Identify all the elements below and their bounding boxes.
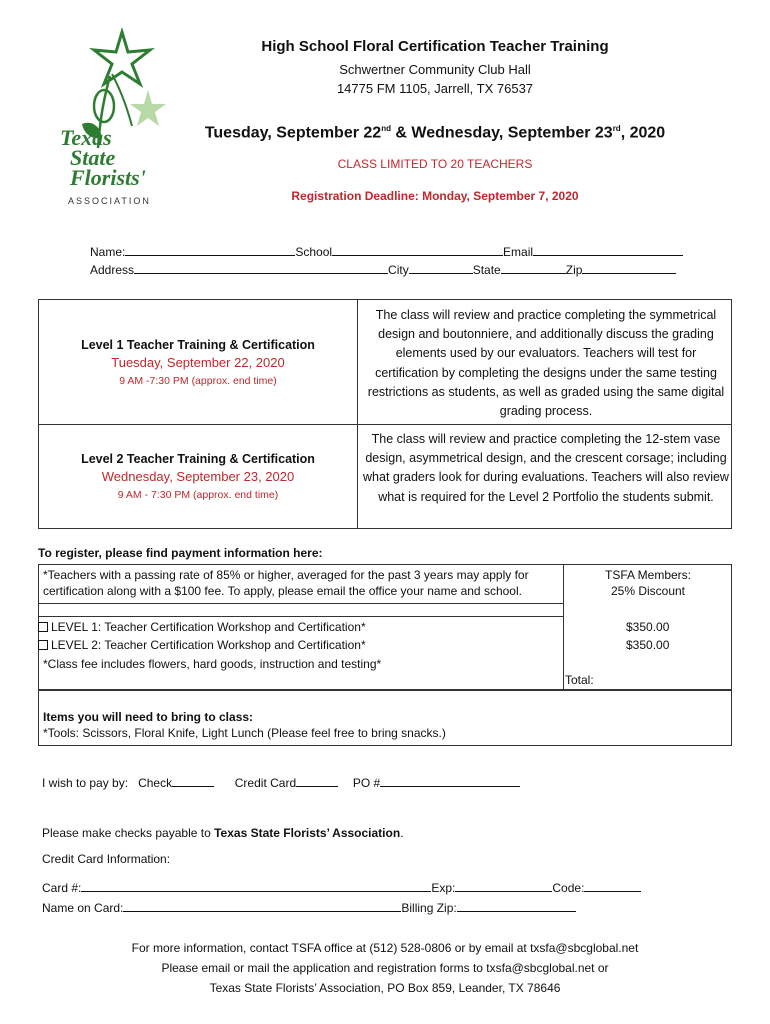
event-dates: Tuesday, September 22nd & Wednesday, September 23rd, 2020 <box>204 124 666 142</box>
credit-card-field[interactable] <box>296 775 338 787</box>
name-on-card-field[interactable] <box>123 900 401 912</box>
address-field[interactable] <box>134 262 388 274</box>
level-2-title: Level 2 Teacher Training & Certification <box>81 452 315 466</box>
members-discount: TSFA Members: 25% Discount <box>604 568 692 598</box>
registration-deadline: Registration Deadline: Monday, September 7, 2020 <box>291 189 579 203</box>
level-1-price: $350.00 <box>626 620 670 634</box>
level-2-date: Wednesday, September 23, 2020 <box>101 469 295 484</box>
level-1-description: The class will review and practice completing the symmetrical design and boutonniere, and additionally discuss the grading elements used by our evaluators. Teachers will test for certification by completing the designs under the same testing restrictions as students, as well as graded using the same digital grading process. <box>367 308 725 419</box>
logo-text-florists: Florists' <box>70 165 146 190</box>
bring-tools: *Tools: Scissors, Floral Knife, Light Lunch (Please feel free to bring snacks.) <box>43 726 446 740</box>
class-fee-note: *Class fee includes flowers, hard goods, instruction and testing* <box>43 657 382 671</box>
total-label: Total: <box>565 673 594 687</box>
po-number-field[interactable] <box>380 775 520 787</box>
footer-mail-address: Texas State Florists’ Association, PO Box 859, Leander, TX 78646 <box>209 981 561 995</box>
logo-text-state: State <box>70 145 116 170</box>
level-2-checkbox[interactable] <box>38 640 48 650</box>
state-field[interactable] <box>501 262 566 274</box>
class-limit-notice: CLASS LIMITED TO 20 TEACHERS <box>337 157 533 171</box>
page-title: High School Floral Certification Teacher Training <box>261 38 609 55</box>
check-field[interactable] <box>172 775 214 787</box>
level-2-option[interactable]: LEVEL 2: Teacher Certification Workshop and Certification* <box>38 638 366 652</box>
tsfa-logo <box>52 28 172 210</box>
billing-zip-field[interactable] <box>457 900 576 912</box>
footer-contact: For more information, contact TSFA office at (512) 528-0806 or by email at txsfa@sbcglobal.net <box>131 941 639 955</box>
venue-address: 14775 FM 1105, Jarrell, TX 76537 <box>336 81 534 96</box>
level-1-time: 9 AM -7:30 PM (approx. end time) <box>119 375 277 387</box>
venue-name: Schwertner Community Club Hall <box>339 62 531 77</box>
email-field[interactable] <box>533 244 683 256</box>
certification-note: *Teachers with a passing rate of 85% or higher, averaged for the past 3 years may apply for certification along with a $100 fee. To apply, please email the office your name and school. <box>43 568 529 598</box>
code-field[interactable] <box>584 880 641 892</box>
pay-by-row: I wish to pay by: Check Credit Card PO # <box>42 775 520 790</box>
level-1-checkbox[interactable] <box>38 622 48 632</box>
level-1-date: Tuesday, September 22, 2020 <box>111 355 285 370</box>
checks-payable-note: Please make checks payable to Texas State Florists’ Association. <box>42 826 404 840</box>
registrant-fields: Name: School Email Address City State Zip <box>90 243 683 279</box>
level-2-time: 9 AM - 7:30 PM (approx. end time) <box>117 489 279 501</box>
payment-heading: To register, please find payment information here: <box>38 546 323 560</box>
zip-field[interactable] <box>582 262 676 274</box>
bring-heading: Items you will need to bring to class: <box>43 710 254 724</box>
level-2-description: The class will review and practice completing the 12-stem vase design, asymmetrical design, and the crescent corsage; including what graders look for during evaluations. Teachers will also review what is required for the Level 2 Portfolio the students submit. <box>363 432 729 504</box>
level-1-option[interactable]: LEVEL 1: Teacher Certification Workshop and Certification* <box>38 620 366 634</box>
logo-text-association: ASSOCIATION <box>68 196 151 206</box>
level-1-info <box>40 336 356 390</box>
footer <box>60 938 710 998</box>
card-row-1: Card #: Exp: Code: <box>42 880 641 895</box>
level-1-title: Level 1 Teacher Training & Certification <box>81 338 315 352</box>
exp-field[interactable] <box>455 880 552 892</box>
logo-text-texas: Texas <box>60 125 112 150</box>
level-2-info <box>40 450 356 504</box>
level-2-price: $350.00 <box>626 638 670 652</box>
credit-card-heading: Credit Card Information: <box>42 852 171 866</box>
card-row-2: Name on Card: Billing Zip: <box>42 900 576 915</box>
name-field[interactable] <box>125 244 295 256</box>
card-number-field[interactable] <box>81 880 431 892</box>
school-field[interactable] <box>332 244 503 256</box>
footer-email: Please email or mail the application and registration forms to txsfa@sbcglobal.net or <box>161 961 609 975</box>
city-field[interactable] <box>409 262 473 274</box>
